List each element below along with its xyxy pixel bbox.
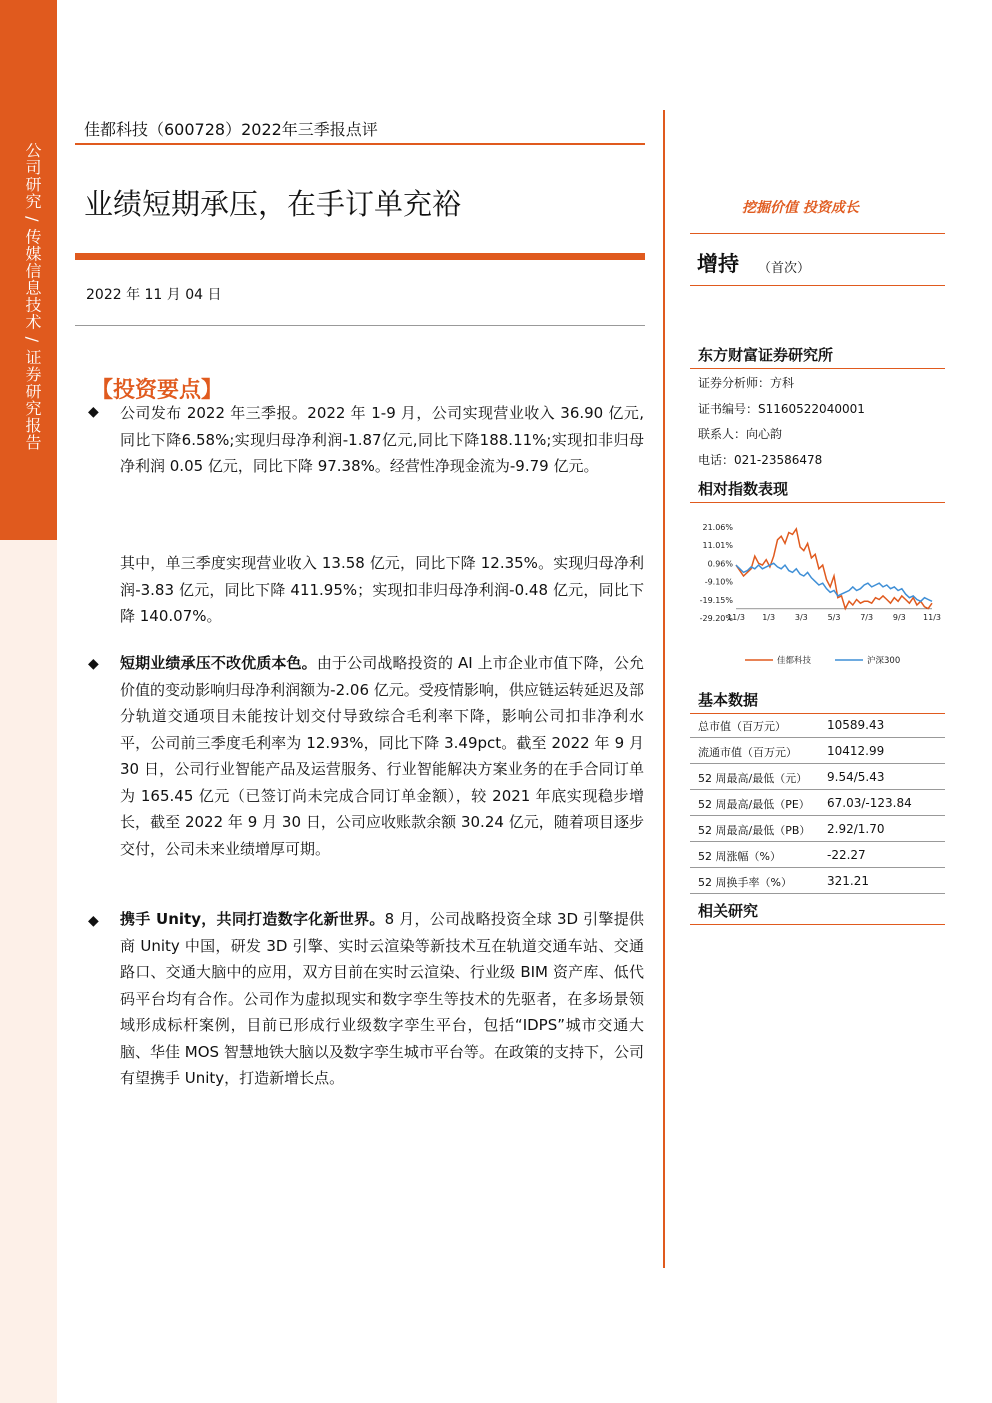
basic-data-key: 52 周换手率（%） — [698, 876, 792, 889]
y-tick-label: -19.15% — [699, 595, 733, 605]
headline-rule — [75, 253, 645, 260]
phone-line: 电话：021-23586478 — [698, 453, 823, 467]
basic-data-value: 67.03/-123.84 — [827, 796, 912, 810]
slogan: 挖掘价值 投资成长 — [742, 200, 859, 216]
rating: 增持 — [697, 252, 739, 276]
series-line — [736, 529, 932, 609]
report-date: 2022 年 11 月 04 日 — [86, 287, 222, 303]
basic-data-row-rule — [690, 737, 945, 738]
basic-data-value: -22.27 — [827, 848, 866, 862]
paragraph-q3-summary: 公司发布 2022 年三季报。2022 年 1-9 月，公司实现营业收入 36.90 亿元,同比下降6.58%;实现归母净利润-1.87亿元,同比下降188.11%;实现扣非归母净利润 0.05 亿元，同比下降 97.38%。经营性净现金流为-9.79 亿元。 — [120, 404, 644, 475]
basic-data-key: 52 周最高/最低（PE） — [698, 798, 810, 811]
bullet-diamond-icon: ◆ — [88, 404, 99, 420]
basic-data-row-rule — [690, 789, 945, 790]
report-header-title: 佳都科技（600728）2022年三季报点评 — [84, 120, 378, 139]
rating-note: （首次） — [758, 261, 811, 276]
basic-data-value: 321.21 — [827, 874, 869, 888]
basic-data-heading: 基本数据 — [690, 689, 945, 714]
analyst-line: 证券分析师：方科 — [698, 376, 795, 390]
bullet-diamond-icon: ◆ — [88, 913, 99, 929]
x-tick-label: 5/3 — [827, 613, 841, 622]
rating-rule-bottom — [690, 285, 945, 286]
x-tick-label: 7/3 — [860, 613, 874, 622]
contact-line: 联系人：向心韵 — [698, 427, 783, 441]
y-tick-label: 21.06% — [702, 523, 733, 532]
basic-data-key: 总市值（百万元） — [698, 720, 786, 733]
basic-data-key: 52 周最高/最低（元） — [698, 772, 808, 785]
date-rule — [75, 325, 645, 326]
basic-data-value: 10412.99 — [827, 744, 885, 758]
y-tick-label: -9.10% — [704, 577, 733, 587]
basic-data-row-rule — [690, 763, 945, 764]
basic-data-row-rule — [690, 815, 945, 816]
bullet-diamond-icon: ◆ — [88, 656, 99, 672]
basic-data-key: 流通市值（百万元） — [698, 746, 797, 759]
basic-data-key: 52 周最高/最低（PB） — [698, 824, 811, 837]
cert-line: 证书编号：S1160522040001 — [698, 402, 865, 416]
x-tick-label: 11/3 — [923, 613, 941, 622]
relative-performance-chart — [690, 510, 945, 675]
paragraph-short-term-pressure — [120, 650, 644, 862]
legend-label: 佳都科技 — [777, 656, 812, 666]
basic-data-row-rule — [690, 867, 945, 868]
basic-data-row-rule — [690, 893, 945, 894]
basic-data-key: 52 周涨幅（%） — [698, 850, 781, 863]
relative-performance-heading: 相对指数表现 — [690, 478, 945, 503]
column-divider — [663, 110, 665, 1268]
basic-data-value: 9.54/5.43 — [827, 770, 885, 784]
paragraph-unity-partnership — [120, 906, 644, 1092]
x-tick-label: 11/3 — [727, 613, 745, 622]
paragraph-body: 8 月，公司战略投资全球 3D 引擎提供商 Unity 中国，研发 3D 引擎、实时云渲染等新技术互在轨道交通车站、交通路口、交通大脑中的应用，双方目前在实时云渲染、行业级 BIM 资产库、低代码平台均有合作。公司作为虚拟现实和数字孪生等技术的先驱者，在多场景领域形成标杆案例，目前已形成行业级数字孪生平台，包括“IDPS”城市交通大脑、华佳 MOS 智慧地铁大脑以及数字孪生城市平台等。在政策的支持下，公司有望携手 Unity，打造新增长点。 — [120, 910, 644, 1087]
paragraph-q3-single-quarter: 其中，单三季度实现营业收入 13.58 亿元，同比下降 12.35%。实现归母净利润-3.83 亿元，同比下降 411.95%；实现扣非归母净利润-0.48 亿元，同比下降 140.07%。 — [120, 554, 644, 625]
basic-data-value: 10589.43 — [827, 718, 885, 732]
report-category-label: 公司研究 / 传媒信息技术 / 证券研究报告 — [23, 142, 42, 452]
header-rule — [75, 143, 645, 145]
basic-data-value: 2.92/1.70 — [827, 822, 885, 836]
institute-heading: 东方财富证券研究所 — [690, 344, 945, 369]
section-heading: 【投资要点】 — [91, 378, 224, 403]
related-research-heading: 相关研究 — [690, 900, 945, 925]
legend-label: 沪深300 — [867, 656, 901, 666]
report-headline: 业绩短期承压，在手订单充裕 — [84, 187, 462, 221]
x-tick-label: 1/3 — [762, 613, 776, 622]
rating-rule-top — [690, 233, 945, 234]
x-tick-label: 3/3 — [794, 613, 808, 622]
paragraph-lead: 短期业绩承压不改优质本色。 — [120, 654, 317, 672]
paragraph-body: 由于公司战略投资的 AI 上市企业市值下降，公允价值的变动影响归母净利润额为-2.06 亿元。受疫情影响，供应链运转延迟及部分轨道交通项目未能按计划交付导致综合毛利率下降，影响公司扣非净利水平，公司前三季度毛利率为 12.93%，同比下降 3.49pct。截至 2022 年 9 月 30 日，公司行业智能产品及运营服务、行业智能解决方案业务的在手合同订单为 165.45 亿元（已签订尚未完成合同订单金额），较 2021 年底实现稳步增长，截至 2022 年 9 月 30 日，公司应收账款余额 30.24 亿元，随着项目逐步交付，公司未来业绩增厚可期。 — [120, 654, 644, 858]
y-tick-label: 11.01% — [702, 541, 733, 551]
x-tick-label: 9/3 — [892, 613, 906, 622]
basic-data-row-rule — [690, 841, 945, 842]
series-line — [736, 563, 932, 601]
paragraph-lead: 携手 Unity，共同打造数字化新世界。 — [120, 910, 385, 928]
y-tick-label: 0.96% — [707, 559, 733, 569]
y-tick-label: -29.20% — [699, 614, 733, 623]
